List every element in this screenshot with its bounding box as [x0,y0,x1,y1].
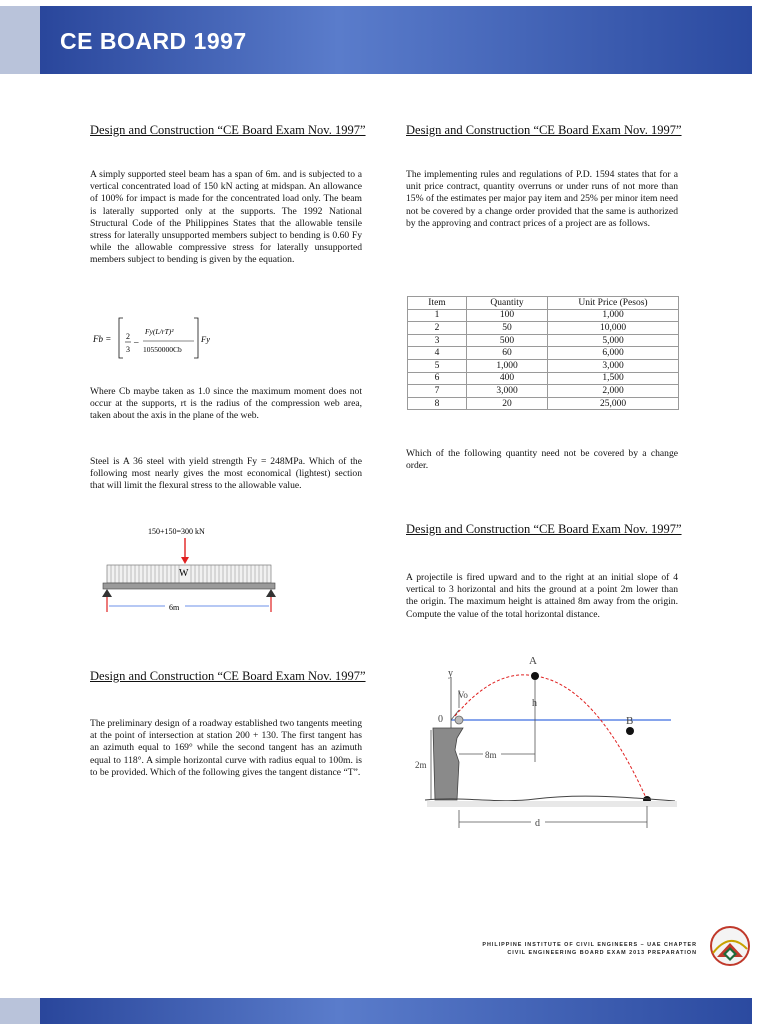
table-row [408,372,679,385]
cell-unit-price: 5,000 [548,334,679,347]
footer-side-strip [0,998,40,1024]
piceaue-logo [709,925,751,967]
projectile-diagram [385,650,685,840]
header-side-strip [0,6,40,74]
label-y: y [448,668,453,679]
point-a [531,672,539,680]
table-row [408,397,679,410]
cell-item: 2 [408,322,467,335]
cell-item: 1 [408,309,467,322]
distributed-load-block [107,565,271,583]
span-label: 6m [169,603,180,612]
table-row [408,334,679,347]
problem2-text: The implementing rules and regulations of P.D. 1594 states that for a unit price contract, quantity overruns or under runs of not more than 15% of the estimates per major pay item and 25% per minor item need not be covered by a change order provided that the same is authorized by the approving and contract prices of a project are as follows. [406,169,678,229]
header-unit-price: Unit Price (Pesos) [548,297,679,310]
cell-unit-price: 1,500 [548,372,679,385]
cell-unit-price: 25,000 [548,397,679,410]
cell-item: 4 [408,347,467,360]
problem1-where-text: Where Cb maybe taken as 1.0 since the maximum moment does not occur at the supports, rt is the radius of the compression web area, taken about the axis in the plane of the web. [90,386,362,422]
formula-two: 2 [126,332,130,341]
problem1-text: A simply supported steel beam has a span of 6m. and is subjected to a vertical concentrated load of 150 kN acting at midspan. An allowance of 100% for impact is made for the concentrated load only. The beam is laterally supported only at the supports. The 1992 National Structural Code of the Philippines States that the allowable tensile stress for laterally unsupported members subject to bending is 0.60 Fy while the allowable compressive stress for laterally unsupported members subject to bending is given by the equation. [90,169,362,266]
page-title: CE BOARD 1997 [60,28,247,54]
cell-quantity: 500 [467,334,548,347]
cell-unit-price: 6,000 [548,347,679,360]
cell-quantity: 50 [467,322,548,335]
formula-left-bracket [119,318,123,358]
table-row [408,309,679,322]
formula-rhs: Fy [201,334,210,344]
beam-load-label: 150+150=300 kN [148,527,205,536]
problem2-question: Which of the following quantity need not be covered by a change order. [406,448,678,472]
cell-item: 6 [408,372,467,385]
cell-item: 5 [408,359,467,372]
cell-unit-price: 1,000 [548,309,679,322]
formula-minus: – [134,337,139,347]
cell-quantity: 60 [467,347,548,360]
label-d: d [535,818,540,829]
right-support [266,589,276,597]
cell-item: 7 [408,385,467,398]
header-item: Item [408,297,467,310]
label-origin: 0 [438,714,443,725]
table-header-row [408,297,679,310]
header-quantity: Quantity [467,297,548,310]
left-support [102,589,112,597]
table-row [408,347,679,360]
cell-quantity: 3,000 [467,385,548,398]
point-b [626,727,634,735]
ground-line [425,796,675,801]
cell-unit-price: 2,000 [548,385,679,398]
origin-point [455,716,463,724]
problem1-title: Design and Construction “CE Board Exam Nov. 1997” [90,123,366,137]
cell-quantity: 400 [467,372,548,385]
label-8m: 8m [485,750,497,760]
formula-lhs: Fb = [93,334,112,344]
allowable-stress-formula [90,310,230,362]
label-h: h [532,698,537,709]
point-load-arrowhead [181,557,189,564]
cell-quantity: 20 [467,397,548,410]
cell-quantity: 100 [467,309,548,322]
label-b: B [626,715,634,727]
beam-diagram [95,520,285,615]
label-2m: 2m [415,760,427,770]
formula-denominator: 10550000Cb [143,345,182,354]
cell-quantity: 1,000 [467,359,548,372]
problem4-text: The preliminary design of a roadway established two tangents meeting at the point of intersection at station 200 + 130. The first tangent has an azimuth equal to 169° while the second tangent has an azimuth equal to 118°. A simple horizontal curve with radius equal to 100m. is to be provided. Which of the following gives the tangent distance “T”. [90,718,362,778]
ground-fill [427,801,677,807]
cell-item: 8 [408,397,467,410]
problem1-steel-text: Steel is A 36 steel with yield strength Fy = 248MPa. Which of the following most nearly gives the most economical (lightest) section that will limit the flexural stress to the allowable value. [90,456,362,492]
cell-item: 3 [408,334,467,347]
table-row [408,385,679,398]
problem3-title: Design and Construction “CE Board Exam Nov. 1997” [406,522,682,536]
problem2-title: Design and Construction “CE Board Exam Nov. 1997” [406,123,682,137]
formula-numerator: Fy(L/rT)² [145,327,174,336]
cell-unit-price: 3,000 [548,359,679,372]
table-row [408,359,679,372]
cliff [433,728,463,800]
footer-line-2: CIVIL ENGINEERING BOARD EXAM 2013 PREPARATION [507,950,697,956]
footer-bar [0,998,752,1024]
footer-line-1: PHILIPPINE INSTITUTE OF CIVIL ENGINEERS – UAE CHAPTER [482,942,697,948]
problem3-text: A projectile is fired upward and to the right at an initial slope of 4 vertical to 3 horizontal and hits the ground at a point 2m lower than the origin. The maximum height is attained 8m away from the origin. Compute the value of the total horizontal distance. [406,572,678,620]
cell-unit-price: 10,000 [548,322,679,335]
projectile-path [455,675,647,800]
formula-three: 3 [126,345,130,354]
table-row [408,322,679,335]
contract-prices-table [407,296,679,410]
problem4-title: Design and Construction “CE Board Exam Nov. 1997” [90,669,366,683]
label-a: A [529,655,537,667]
formula-right-bracket [194,318,198,358]
self-weight-label: W [179,568,189,579]
steel-beam [103,583,275,589]
footer-organization [440,941,697,957]
label-vo: Vo [458,690,468,700]
